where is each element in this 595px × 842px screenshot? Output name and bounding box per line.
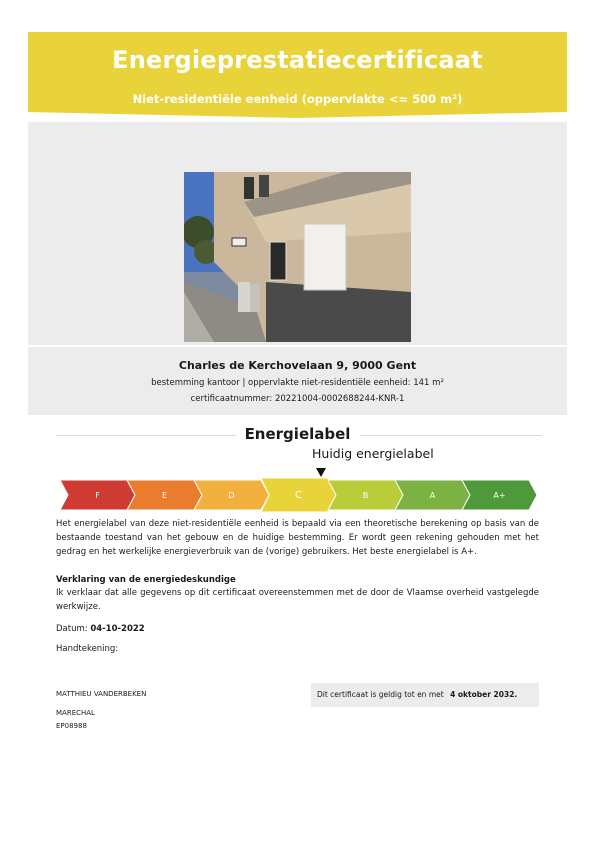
- energy-class-label: D: [228, 491, 235, 500]
- energy-scale: [60, 478, 538, 512]
- declaration-heading: Verklaring van de energiedeskundige: [56, 575, 236, 585]
- current-label-marker: [316, 468, 326, 477]
- date-line: [56, 622, 539, 636]
- address-panel: [28, 347, 567, 415]
- energy-class-label: A+: [493, 491, 506, 500]
- expert-company: MARECHAL: [56, 709, 95, 717]
- property-address: Charles de Kerchovelaan 9, 9000 Gent: [178, 359, 417, 372]
- validity-date: 4 oktober 2032.: [450, 690, 518, 699]
- expert-id: EP08988: [56, 722, 87, 730]
- property-usage: bestemming kantoor | oppervlakte niet-residentiële eenheid: 141 m²: [151, 378, 444, 388]
- label-explanation: Het energielabel van deze niet-residentiële eenheid is bepaald via een theoretische berekening op basis van de bestaande toestand van het gebouw en de huidige bestemming. Er wordt geen rekening gehouden met het gedrag en het werkelijke energieverbruik van de (vorige) gebruikers. Het beste energielabel is A+.: [56, 519, 539, 557]
- signature-label: Handtekening:: [56, 644, 119, 654]
- validity-box: [311, 683, 539, 707]
- building-photo: [184, 172, 411, 342]
- date-label: Datum:: [56, 624, 88, 634]
- expert-name: MATTHIEU VANDERBEKEN: [56, 690, 147, 698]
- validity-prefix: Dit certificaat is geldig tot en met: [317, 690, 444, 699]
- page-subtitle: Niet-residentiële eenheid (oppervlakte <= 500 m²): [132, 92, 463, 106]
- energy-label-heading: Energielabel: [244, 425, 351, 443]
- current-label-caption: Huidig energielabel: [312, 446, 434, 461]
- energy-class-label: B: [362, 491, 369, 500]
- energy-class-label: E: [161, 491, 168, 500]
- certificate-number: certificaatnummer: 20221004-0002688244-KNR-1: [190, 394, 405, 404]
- energy-class-label: A: [429, 491, 436, 500]
- date-value: 04-10-2022: [90, 624, 145, 634]
- energy-class-label: C: [295, 490, 302, 501]
- energy-class-label: F: [95, 491, 100, 500]
- declaration-text: Ik verklaar dat alle gegevens op dit certificaat overeenstemmen met de door de Vlaamse overheid vastgelegde werkwijze.: [56, 588, 539, 612]
- page-title: Energieprestatiecertificaat: [112, 46, 483, 74]
- header-banner: [28, 32, 567, 118]
